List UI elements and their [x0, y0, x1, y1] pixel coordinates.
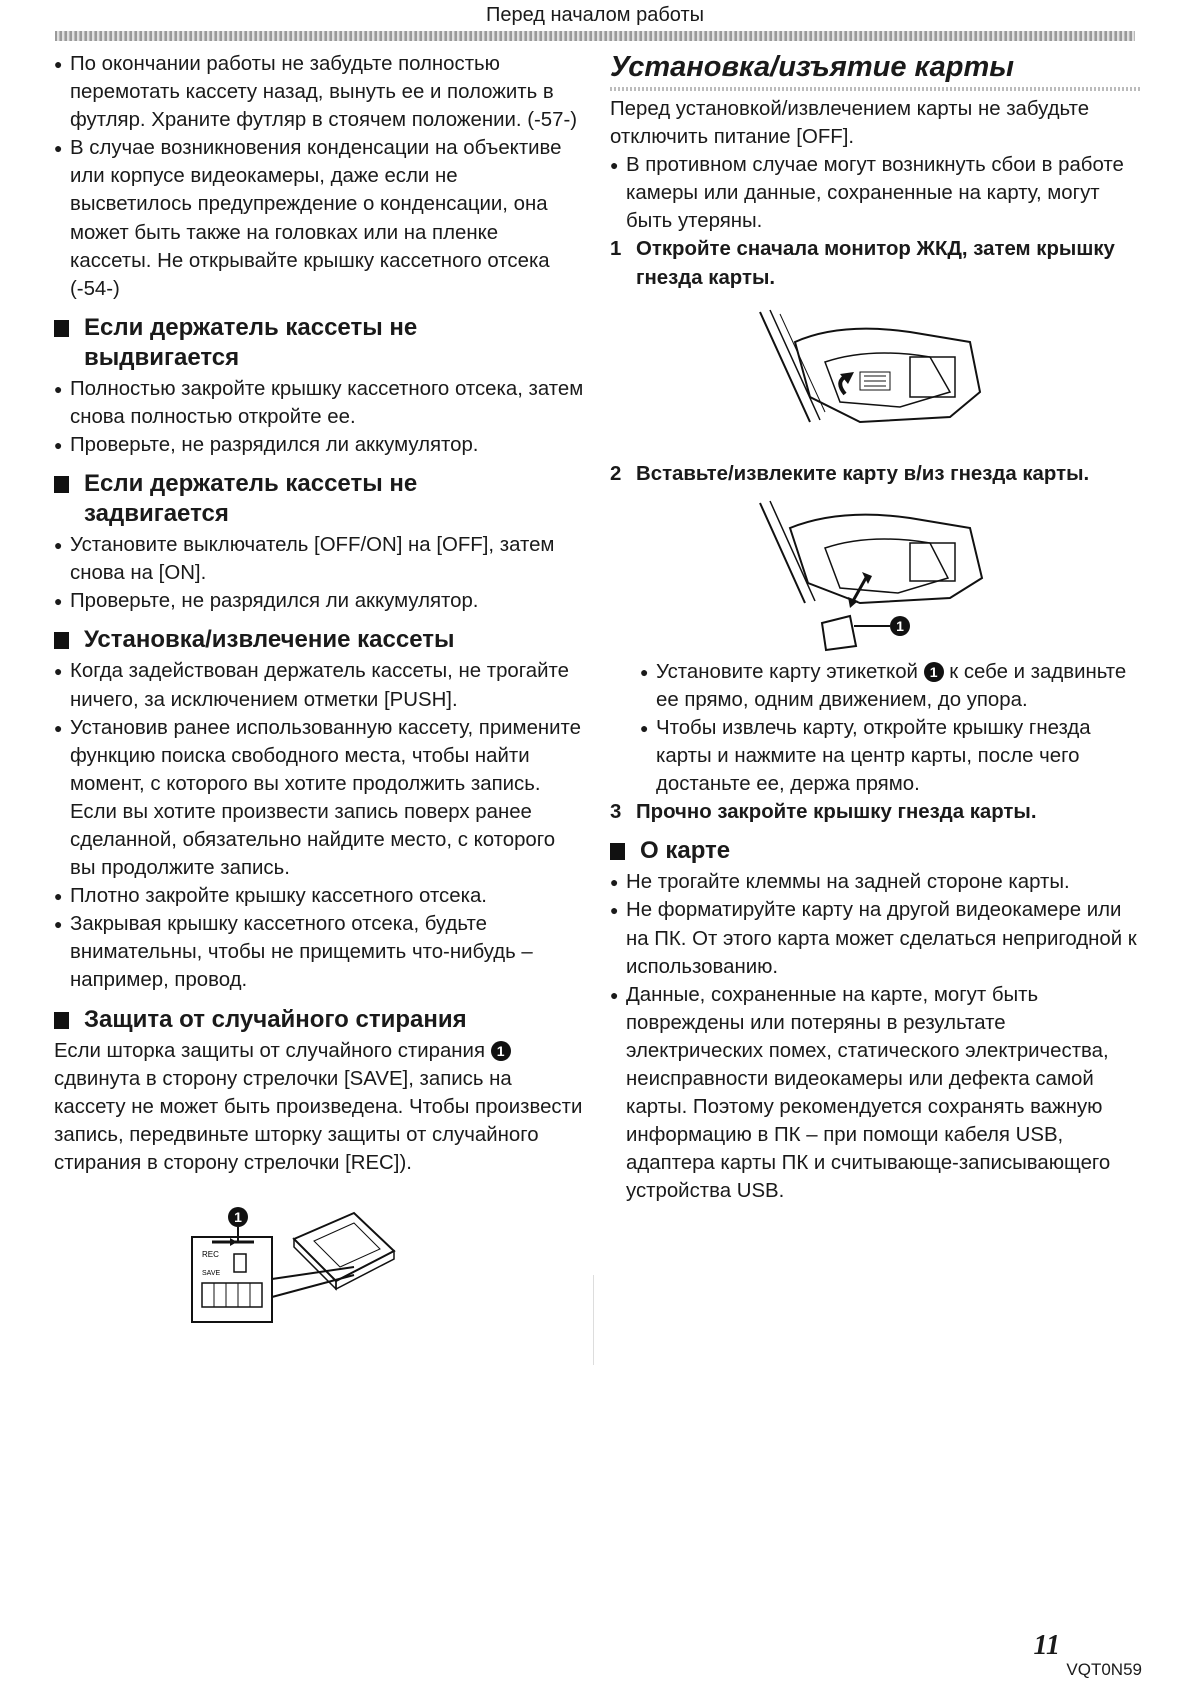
card-intro-text: Перед установкой/извлечением карты не забудьте отключить питание [OFF].	[610, 98, 1090, 149]
section-heading-cassette-not-eject: Если держатель кассеты не выдвигается	[54, 313, 584, 373]
section-heading-cassette-not-close: Если держатель кассеты не задвигается	[54, 469, 584, 529]
right-column	[610, 50, 1140, 1205]
list-item: ● Плотно закройте крышку кассетного отсека.	[54, 882, 584, 910]
step2-notes	[640, 658, 1140, 798]
save-label: SAVE	[202, 1270, 221, 1277]
list-item: ● Полностью закройте крышку кассетного отсека, затем снова полностью откройте ее.	[54, 375, 584, 431]
marker-1-icon: 1	[234, 1209, 242, 1225]
rec-label: REC	[202, 1250, 219, 1259]
list-item: ● Установите карту этикеткой 1 к себе и задвиньте ее прямо, одним движением, до упора.	[640, 658, 1140, 714]
page-number: 11	[1033, 1630, 1060, 1661]
open-card-slot-figure	[610, 302, 1140, 452]
list-item: ● Закрывая крышку кассетного отсека, будьте внимательны, чтобы не прищемить что-нибудь – например, провод.	[54, 910, 584, 994]
step-3: 3 Прочно закройте крышку гнезда карты.	[610, 801, 1037, 824]
list-item: ● В противном случае могут возникнуть сбои в работе камеры или данные, сохраненные на карту, могут быть утеряны.	[610, 151, 1140, 235]
heading-square-icon	[54, 632, 69, 649]
step-1: 1 Откройте сначала монитор ЖКД, затем крышку гнезда карты.	[610, 238, 1115, 289]
left-column	[54, 50, 584, 1327]
list-item: ● Данные, сохраненные на карте, могут быть повреждены или потеряны в результате электрических помех, статического электричества, неисправности видеокамеры или дефекта самой карты. Поэтому рекомендуется сохранять важную информацию в ПК – при помощи кабеля USB, адаптера карты ПК и считывающе-записывающего устройства USB.	[610, 981, 1140, 1206]
page-header-title: Перед началом работы	[485, 4, 705, 26]
list-item: ● Проверьте, не разрядился ли аккумулятор.	[54, 431, 584, 459]
title-rule	[610, 87, 1140, 91]
marker-1-icon: 1	[896, 617, 904, 634]
heading-square-icon	[54, 320, 69, 337]
list-item: ● Когда задействован держатель кассеты, не трогайте ничего, за исключением отметки [PUSH].	[54, 657, 584, 713]
document-code: VQT0N59	[1066, 1660, 1142, 1679]
list-item: ● Не форматируйте карту на другой видеокамере или на ПК. От этого карта может сделаться непригодной к использованию.	[610, 896, 1140, 980]
marker-1-icon: 1	[924, 662, 944, 682]
list-item: ● В случае возникновения конденсации на объективе или корпусе видеокамеры, даже если не высветилось предупреждение о конденсации, она может быть также на головках или на пленке кассеты. Не открывайте крышку кассетного отсека (-54-)	[54, 134, 584, 303]
heading-square-icon	[54, 1012, 69, 1029]
marker-1-icon: 1	[491, 1041, 511, 1061]
section-heading-cassette-insert: Установка/извлечение кассеты	[54, 625, 584, 655]
list-item: ● Не трогайте клеммы на задней стороне карты.	[610, 868, 1140, 896]
insert-card-figure	[610, 498, 1140, 658]
column-divider	[593, 1275, 594, 1365]
list-item: ● По окончании работы не забудьте полностью перемотать кассету назад, вынуть ее и положить в футляр. Храните футляр в стоячем положении. (-57-)	[54, 50, 584, 134]
section-heading-erase-protection: Защита от случайного стирания	[54, 1005, 584, 1035]
heading-square-icon	[54, 476, 69, 493]
list-item: ● Установите выключатель [OFF/ON] на [OFF], затем снова на [ON].	[54, 531, 584, 587]
card-section-title: Установка/изъятие карты	[610, 51, 1015, 83]
list-item: ● Установив ранее использованную кассету, примените функцию поиска свободного места, чтобы найти момент, с которого вы хотите продолжить запись. Если вы хотите произвести запись поверх ранее сделанной, обязательно найдите место, с которого вы продолжите запись.	[54, 714, 584, 883]
cassette-protection-figure	[54, 1197, 584, 1327]
section-heading-about-card: О карте	[610, 836, 1140, 866]
erase-protection-text: Если шторка защиты от случайного стирания 1 сдвинута в сторону стрелочки [SAVE], запись на кассету не может быть произведена. Чтобы произвести запись, передвиньте шторку защиты от случайного стирания в сторону стрелочки [REC]).	[54, 1039, 583, 1174]
header-rule	[55, 31, 1135, 41]
step-2: 2 Вставьте/извлеките карту в/из гнезда карты.	[610, 462, 1090, 485]
list-item: ● Проверьте, не разрядился ли аккумулятор.	[54, 587, 584, 615]
heading-square-icon	[610, 843, 625, 860]
list-item: ● Чтобы извлечь карту, откройте крышку гнезда карты и нажмите на центр карты, после чего достаньте ее, держа прямо.	[640, 714, 1140, 798]
